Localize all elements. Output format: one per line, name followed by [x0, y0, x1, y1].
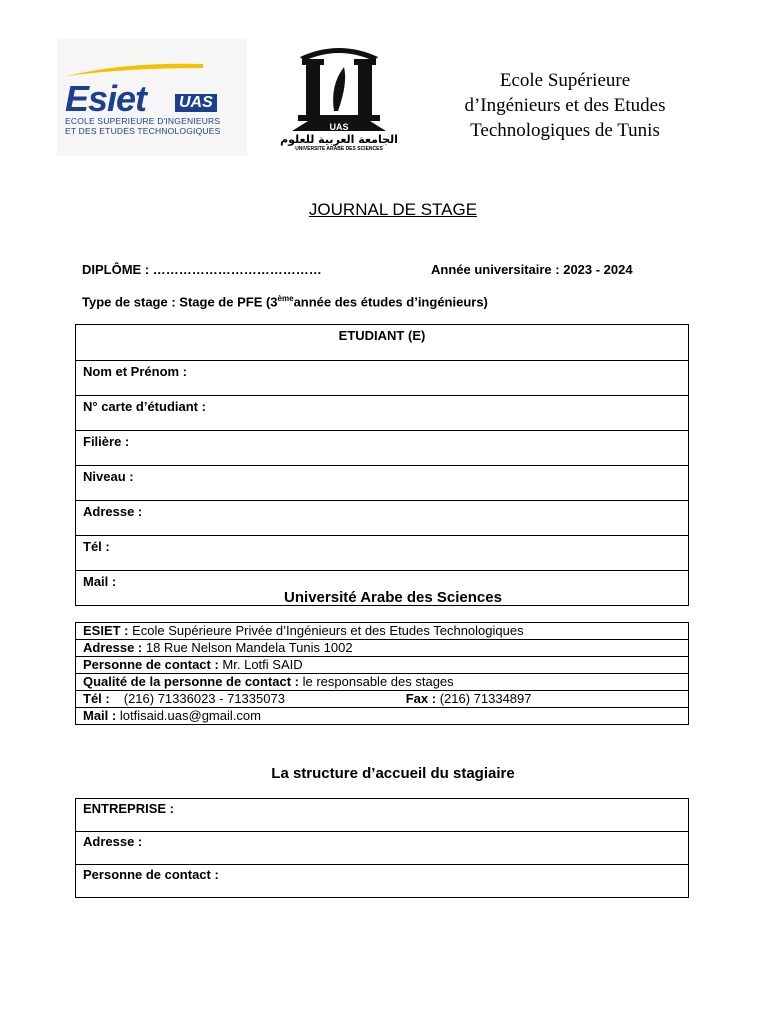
university-section-title: Université Arabe des Sciences — [284, 589, 502, 606]
host-table — [75, 798, 689, 898]
student-mail-field[interactable]: Mail : — [76, 571, 689, 606]
logo-swoosh-icon — [65, 60, 205, 78]
student-major-field[interactable]: Filière : — [76, 431, 689, 466]
esiet-logo — [57, 38, 247, 156]
university-row: Qualité de la personne de contact : le responsable des stages — [76, 674, 689, 691]
uas-logo — [278, 45, 400, 157]
esiet-logo-subtitle: ECOLE SUPERIEURE D'INGENIEURS ET DES ETUDES TECHNOLOGIQUES — [65, 116, 221, 136]
uas-logo-arabic: الجامعة العربية للعلوم — [280, 133, 398, 146]
university-row: ESIET : Ecole Supérieure Privée d’Ingénieurs et des Etudes Technologiques — [76, 623, 689, 640]
host-company-field[interactable]: ENTREPRISE : — [76, 799, 689, 832]
diplome-label: DIPLÔME : ………………………………… — [82, 262, 322, 277]
university-row: Personne de contact : Mr. Lotfi SAID — [76, 657, 689, 674]
host-section-title: La structure d’accueil du stagiaire — [271, 765, 515, 782]
internship-type: Type de stage : Stage de PFE (3èmeannée des études d’ingénieurs) — [82, 294, 488, 310]
uas-emblem-icon — [278, 45, 400, 133]
university-row: Adresse : 18 Rue Nelson Mandela Tunis 1002 — [76, 640, 689, 657]
student-level-field[interactable]: Niveau : — [76, 466, 689, 501]
school-name: Ecole Supérieure d’Ingénieurs et des Etudes Technologiques de Tunis — [464, 70, 666, 141]
esiet-logo-name: Esiet — [65, 78, 147, 119]
host-address-field[interactable]: Adresse : — [76, 832, 689, 865]
page-title: JOURNAL DE STAGE — [308, 200, 478, 219]
esiet-logo-badge: UAS — [175, 94, 217, 112]
student-name-field[interactable]: Nom et Prénom : — [76, 361, 689, 396]
svg-text:UAS: UAS — [329, 122, 349, 132]
university-phone-row: Tél : (216) 71336023 - 71335073 Fax : (216) 71334897 — [76, 691, 689, 708]
student-table — [75, 324, 689, 606]
student-card-field[interactable]: N° carte d’étudiant : — [76, 396, 689, 431]
uas-logo-caption: UNIVERSITE ARABE DES SCIENCES — [295, 146, 383, 152]
university-mail-row: Mail : lotfisaid.uas@gmail.com — [76, 708, 689, 725]
university-table — [75, 622, 689, 725]
student-address-field[interactable]: Adresse : — [76, 501, 689, 536]
student-table-header: ETUDIANT (E) — [76, 325, 689, 361]
academic-year: Année universitaire : 2023 - 2024 — [431, 262, 633, 277]
host-contact-field[interactable]: Personne de contact : — [76, 865, 689, 898]
student-phone-field[interactable]: Tél : — [76, 536, 689, 571]
